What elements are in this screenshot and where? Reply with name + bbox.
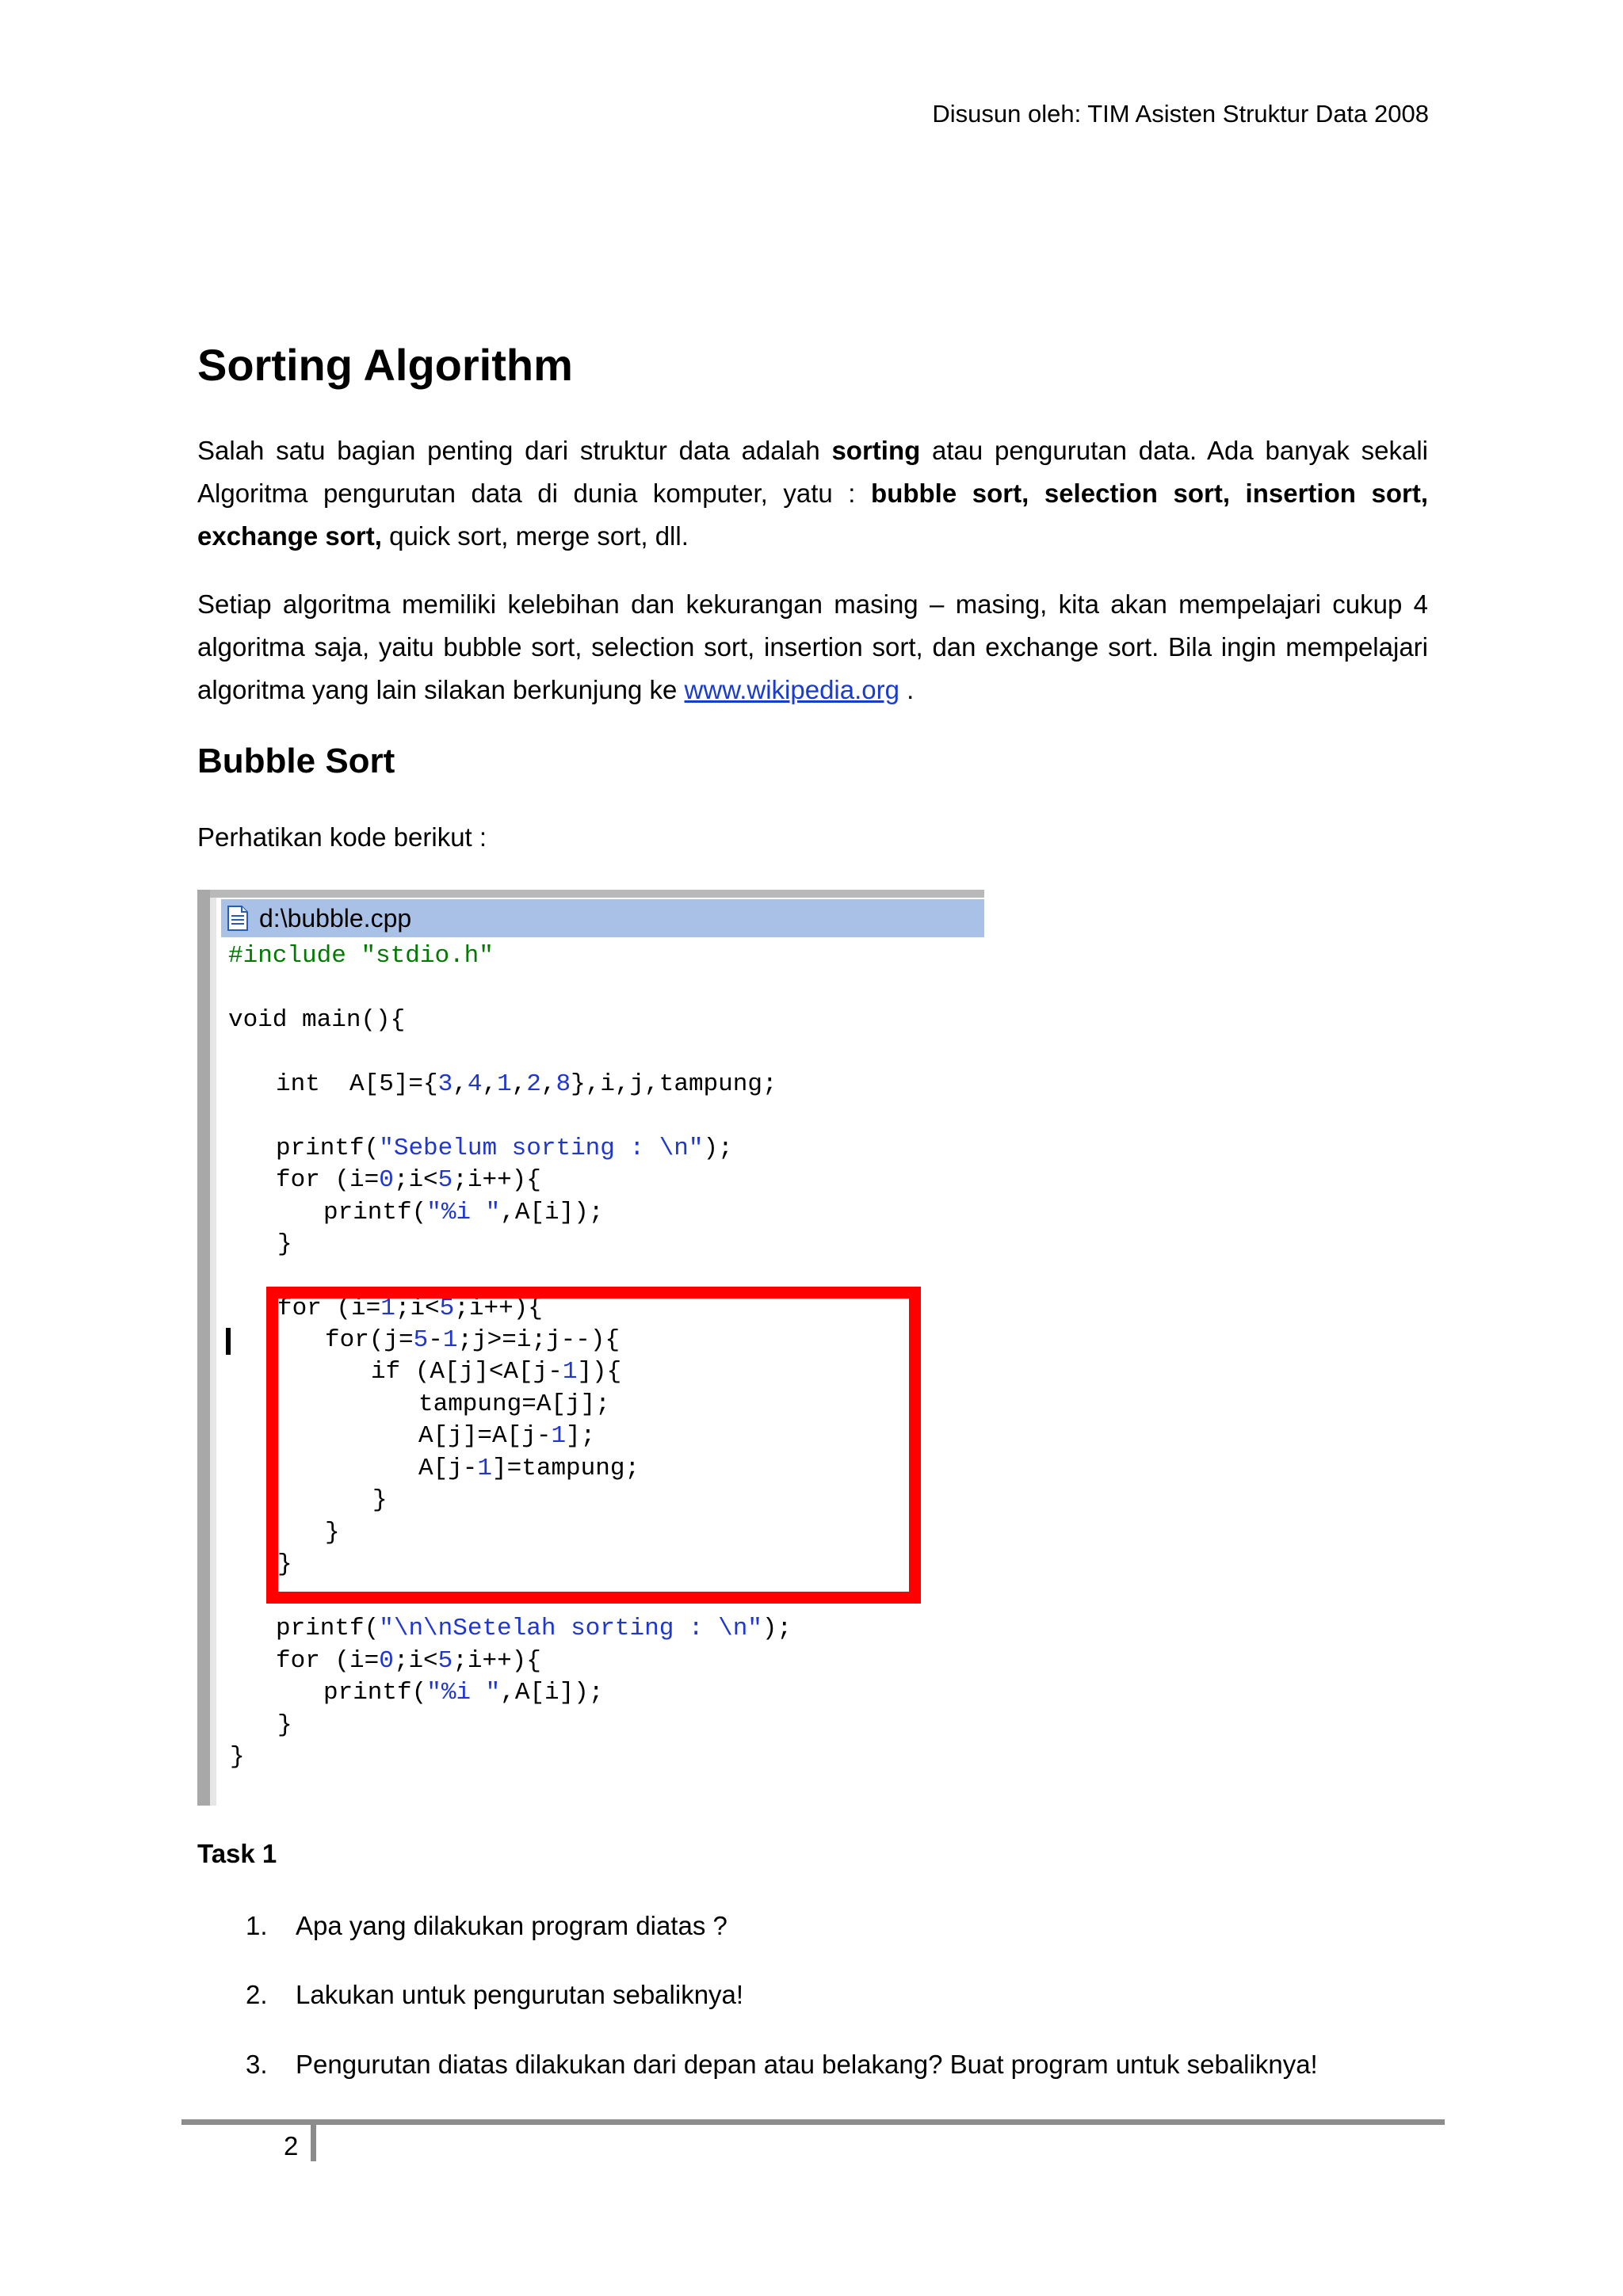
paragraph-text: Setiap algoritma memiliki kelebihan dan kekurangan masing – masing, kita akan mempelajari cukup 4 algoritma saja, yaitu bubble sort, selection sort, insertion sort, dan exchange sort. Bila ingin mempelajari algoritma yang lain silakan berkunjung ke	[197, 589, 1428, 704]
code-token: ;i++){	[454, 1295, 543, 1322]
task-heading: Task 1	[197, 1839, 277, 1868]
code-token: 1	[380, 1295, 395, 1322]
code-token: A[j]=A[j-	[418, 1422, 552, 1450]
code-token: ]){	[577, 1358, 622, 1386]
code-token: #include	[228, 942, 361, 970]
code-token: 5	[437, 1647, 453, 1675]
text-cursor-icon	[226, 1328, 231, 1355]
code-line: }	[372, 1486, 388, 1514]
frame-border-top	[197, 890, 984, 898]
code-intro-text: Perhatikan kode berikut :	[197, 822, 487, 852]
task-item	[246, 1980, 743, 2010]
code-token: if (A[j]<A[j-	[371, 1358, 563, 1386]
code-line	[323, 1677, 603, 1709]
code-line: tampung=A[j];	[418, 1390, 610, 1418]
task-number: 1.	[246, 1911, 268, 1940]
paragraph-bold: sorting	[831, 436, 921, 465]
page-number: 2	[284, 2131, 299, 2161]
code-token: printf(	[323, 1679, 427, 1707]
code-token: int A[5]={	[276, 1070, 438, 1098]
code-token: "Sebelum sorting : \n"	[379, 1135, 704, 1162]
code-token: ,	[511, 1070, 527, 1098]
file-tab	[221, 899, 984, 937]
code-token: 4	[467, 1070, 483, 1098]
paragraph-text: .	[899, 675, 915, 704]
code-line: }	[325, 1519, 340, 1547]
code-token: ,	[482, 1070, 498, 1098]
intro-paragraph	[197, 429, 1428, 558]
footer-rule	[181, 2119, 1445, 2125]
code-token: ,	[540, 1070, 556, 1098]
code-token: 0	[379, 1166, 394, 1194]
code-line	[276, 1133, 733, 1165]
task-text: Apa yang dilakukan program diatas ?	[296, 1911, 727, 1940]
code-token: -	[428, 1326, 443, 1354]
code-token: 5	[439, 1295, 455, 1322]
task-number: 2.	[246, 1980, 268, 2009]
code-token: 1	[477, 1455, 493, 1482]
code-token: ,	[453, 1070, 468, 1098]
code-token: ];	[566, 1422, 596, 1450]
code-token: for (i=	[276, 1166, 380, 1194]
code-line	[276, 1165, 541, 1196]
code-token: for(j=	[325, 1326, 414, 1354]
code-line: }	[277, 1550, 292, 1578]
paragraph-bold: bubble sort, selection sort, insertion sort, exchange sort,	[197, 479, 1428, 551]
code-token: printf(	[276, 1135, 380, 1162]
code-token: printf(	[276, 1615, 380, 1642]
code-token: ;i<	[393, 1166, 438, 1194]
paragraph-text: quick sort, merge sort, dll.	[381, 521, 689, 551]
task-item	[246, 2050, 1318, 2080]
frame-border-left	[197, 890, 210, 1806]
code-line	[276, 1069, 777, 1100]
algorithms-paragraph	[197, 583, 1428, 711]
code-line	[276, 1613, 792, 1645]
paragraph-text: atau pengurutan data. Ada banyak sekali Algoritma pengurutan data di dunia komputer, yatu :	[197, 436, 1429, 508]
code-token: printf(	[323, 1199, 427, 1226]
code-token: 1	[497, 1070, 512, 1098]
code-token: ;j>=i;j--){	[457, 1326, 621, 1354]
task-item	[246, 1911, 727, 1941]
page-header: Disusun oleh: TIM Asisten Struktur Data 2008	[932, 100, 1429, 128]
code-token: "stdio.h"	[361, 942, 494, 970]
code-token: ;i++){	[453, 1166, 541, 1194]
code-line: }	[230, 1743, 245, 1771]
paragraph-text: Salah satu bagian penting dari struktur data adalah	[197, 436, 832, 465]
code-token: ;i<	[395, 1295, 440, 1322]
code-token: 1	[562, 1358, 578, 1386]
code-token: "\n\nSetelah sorting : \n"	[379, 1615, 762, 1642]
code-token: ]=tampung;	[492, 1455, 640, 1482]
code-token: 3	[437, 1070, 453, 1098]
code-line: void main(){	[228, 1006, 406, 1034]
code-token: for (i=	[276, 1647, 380, 1675]
code-line	[228, 940, 494, 972]
code-line	[276, 1646, 541, 1677]
frame-gutter	[210, 898, 216, 1806]
wikipedia-link[interactable]: www.wikipedia.org	[684, 675, 899, 704]
file-name: d:\bubble.cpp	[259, 903, 412, 933]
code-line: }	[277, 1230, 292, 1258]
code-token: ;i++){	[453, 1647, 541, 1675]
code-token: 0	[379, 1647, 394, 1675]
code-token: );	[762, 1615, 792, 1642]
task-text: Lakukan untuk pengurutan sebaliknya!	[296, 1980, 744, 2009]
code-token: 2	[526, 1070, 541, 1098]
code-token: "%i "	[426, 1199, 501, 1226]
code-line	[323, 1197, 603, 1229]
code-token: A[j-	[418, 1455, 478, 1482]
document-icon	[227, 906, 248, 931]
code-token: 8	[556, 1070, 571, 1098]
code-token: "%i "	[426, 1679, 501, 1707]
code-token: 5	[413, 1326, 429, 1354]
code-token: for (i=	[277, 1295, 381, 1322]
code-token: ;i<	[393, 1647, 438, 1675]
footer-divider	[311, 2125, 316, 2161]
code-token: ,A[i]);	[500, 1199, 604, 1226]
code-token: 1	[442, 1326, 458, 1354]
code-token: },i,j,tampung;	[571, 1070, 777, 1098]
page-title: Sorting Algorithm	[197, 340, 573, 390]
code-token: 1	[551, 1422, 567, 1450]
code-token: 5	[437, 1166, 453, 1194]
task-number: 3.	[246, 2050, 268, 2079]
highlight-box	[266, 1287, 921, 1604]
task-text: Pengurutan diatas dilakukan dari depan atau belakang? Buat program untuk sebaliknya!	[296, 2050, 1318, 2079]
code-token: ,A[i]);	[500, 1679, 604, 1707]
section-heading: Bubble Sort	[197, 742, 395, 780]
code-token: );	[703, 1135, 733, 1162]
code-line: }	[277, 1711, 292, 1739]
